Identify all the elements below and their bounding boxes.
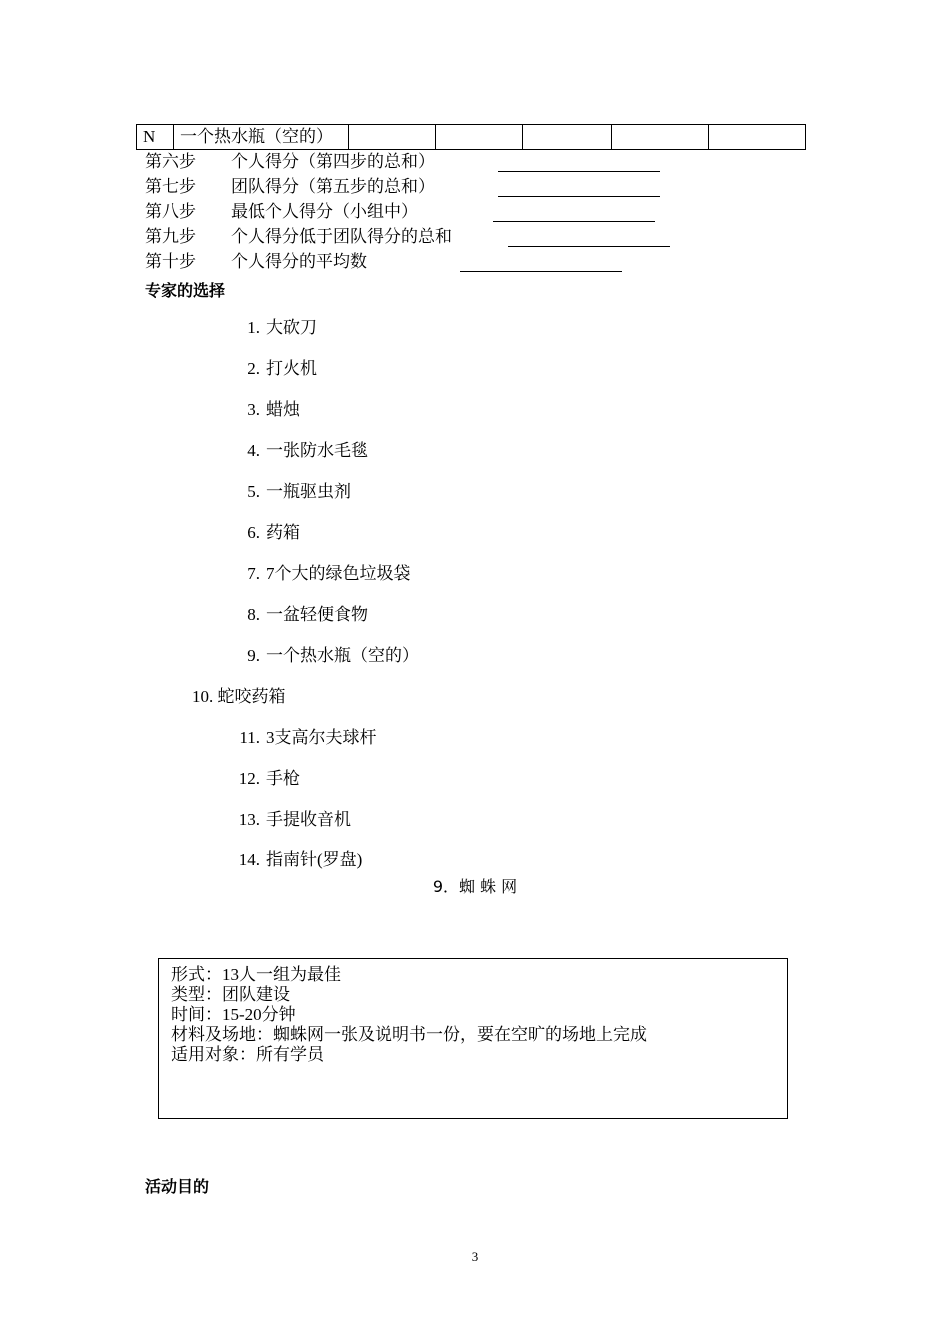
item-text: 蜡烛	[266, 400, 300, 419]
list-item	[224, 726, 377, 750]
item-number: 4.	[247, 441, 260, 460]
step-row	[145, 200, 418, 224]
item-number: 8.	[247, 605, 260, 624]
step-label: 第九步	[145, 227, 196, 246]
item-number: 3.	[247, 400, 260, 419]
score-cell	[612, 125, 709, 150]
list-item	[224, 398, 300, 422]
item-number: 10.	[192, 687, 214, 706]
list-item	[224, 562, 411, 586]
score-cell	[349, 125, 436, 150]
list-item	[224, 480, 351, 504]
item-text: 打火机	[266, 359, 317, 378]
step-row	[145, 150, 435, 174]
list-item	[224, 357, 317, 381]
info-box	[158, 958, 788, 1119]
item-text: 药箱	[266, 523, 300, 542]
info-line: 形式：13人一组为最佳	[171, 965, 341, 984]
item-number: 6.	[247, 523, 260, 542]
page-number: 3	[471, 1249, 479, 1264]
info-line: 材料及场地：蜘蛛网一张及说明书一份，要在空旷的场地上完成	[171, 1025, 647, 1044]
item-text: 一张防水毛毯	[266, 441, 368, 460]
item-number: 12.	[238, 769, 260, 788]
step-row	[145, 175, 435, 199]
list-item	[224, 767, 300, 791]
step-label: 第六步	[145, 152, 196, 171]
step-text: 个人得分的平均数	[231, 252, 367, 271]
item-text: 指南针(罗盘)	[266, 850, 363, 869]
info-line: 类型：团队建设	[171, 985, 290, 1004]
item-number: 11.	[239, 728, 260, 747]
item-text: 手枪	[266, 769, 300, 788]
list-item	[224, 848, 362, 872]
row-letter: N	[137, 125, 174, 150]
list-item	[224, 316, 317, 340]
list-item	[192, 685, 286, 709]
step-row	[145, 225, 452, 249]
item-text: 一盆轻便食物	[266, 605, 368, 624]
item-text: 大砍刀	[266, 318, 317, 337]
step-row	[145, 250, 367, 274]
goal-heading: 活动目的	[145, 1177, 210, 1196]
list-item	[224, 521, 300, 545]
score-table	[136, 124, 806, 150]
item-number: 2.	[247, 359, 260, 378]
item-number: 5.	[247, 482, 260, 501]
list-item	[224, 808, 351, 832]
step-text: 团队得分（第五步的总和）	[231, 177, 435, 196]
step-label: 第七步	[145, 177, 196, 196]
item-number: 14.	[238, 850, 260, 869]
step-text: 个人得分低于团队得分的总和	[231, 227, 452, 246]
score-cell	[523, 125, 612, 150]
step-text: 个人得分（第四步的总和）	[231, 152, 435, 171]
list-item	[224, 644, 419, 668]
item-number: 1.	[247, 318, 260, 337]
list-item	[224, 603, 368, 627]
answer-line	[498, 196, 660, 197]
info-line: 适用对象：所有学员	[171, 1045, 324, 1064]
answer-line	[493, 221, 655, 222]
item-text: 一个热水瓶（空的）	[266, 646, 419, 665]
score-cell	[436, 125, 523, 150]
info-line: 时间：15-20分钟	[171, 1005, 296, 1024]
row-item: 一个热水瓶（空的）	[174, 125, 349, 150]
section-title: 9．蜘 蛛 网	[432, 877, 518, 896]
step-label: 第十步	[145, 252, 196, 271]
item-number: 7.	[247, 564, 260, 583]
item-text: 手提收音机	[266, 810, 351, 829]
step-text: 最低个人得分（小组中）	[231, 202, 418, 221]
item-number: 13.	[238, 810, 260, 829]
item-text: 3支高尔夫球杆	[266, 728, 377, 747]
answer-line	[460, 271, 622, 272]
score-cell	[709, 125, 806, 150]
item-text: 蛇咬药箱	[217, 687, 286, 706]
expert-heading: 专家的选择	[145, 281, 226, 300]
item-text: 7个大的绿色垃圾袋	[266, 564, 411, 583]
answer-line	[508, 246, 670, 247]
step-label: 第八步	[145, 202, 196, 221]
item-text: 一瓶驱虫剂	[266, 482, 351, 501]
list-item	[224, 439, 368, 463]
item-number: 9.	[247, 646, 260, 665]
answer-line	[498, 171, 660, 172]
table-row	[137, 125, 806, 150]
